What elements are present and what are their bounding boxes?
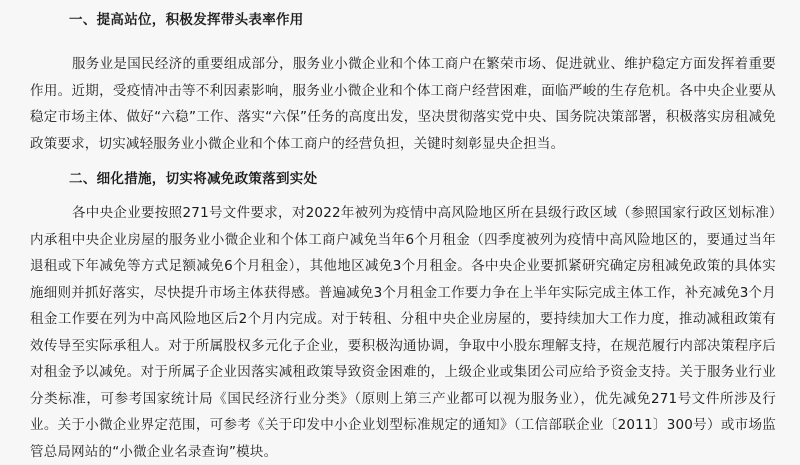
section-heading-2: 二、细化措施，切实将减免政策落到实处: [69, 171, 318, 187]
section-paragraph-2: 各中央企业要按照271号文件要求，对2022年被列为疫情中高风险地区所在县级行政区域（参照国家行政区划标准）内承租中央企业房屋的服务业小微企业和个体工商户减免当年6个月租金（四季度被列为疫情中高风险地区的，要通过当年退租或下年减免等方式足额减免6个月租金），其他地区减免3个月租金。各中央企业要抓紧研究确定房租减免政策的具体实施细则并抓好落实，尽快提升市场主体获得感。普遍减免3个月租金工作要力争在上半年实际完成主体工作，补充减免3个月租金工作要在列为中高风险地区后2个月内完成。对于转租、分租中央企业房屋的，要持续加大工作力度，推动减租政策有效传导至实际承租人。对于所属股权多元化子企业，要积极沟通协调，争取中小股东理解支持，在规范履行内部决策程序后对租金予以减免。对于所属子企业因落实减租政策导致资金困难的，上级企业或集团公司应给予资金支持。关于服务业行业分类标准，可参考国家统计局《国民经济行业分类》（原则上第三产业都可以视为服务业），优先减免271号文件所涉及行业。关于小微企业界定范围，可参考《关于印发中小企业划型标准规定的通知》（工信部联企业〔2011〕300号）或市场监管总局网站的“小微企业名录查询”模块。: [30, 205, 776, 460]
section-paragraph-1: 服务业是国民经济的重要组成部分，服务业小微企业和个体工商户在繁荣市场、促进就业、维护稳定方面发挥着重要作用。近期，受疫情冲击等不利因素影响，服务业小微企业和个体工商户经营困难，面临严峻的生存危机。各中央企业要从稳定市场主体、做好“六稳”工作、落实“六保”任务的高度出发，坚决贯彻落实党中央、国务院决策部署，积极落实房租减免政策要求，切实减轻服务业小微企业和个体工商户的经营负担，关键时刻彰显央企担当。: [30, 56, 776, 152]
section-heading-1: 一、提高站位，积极发挥带头表率作用: [69, 12, 304, 28]
